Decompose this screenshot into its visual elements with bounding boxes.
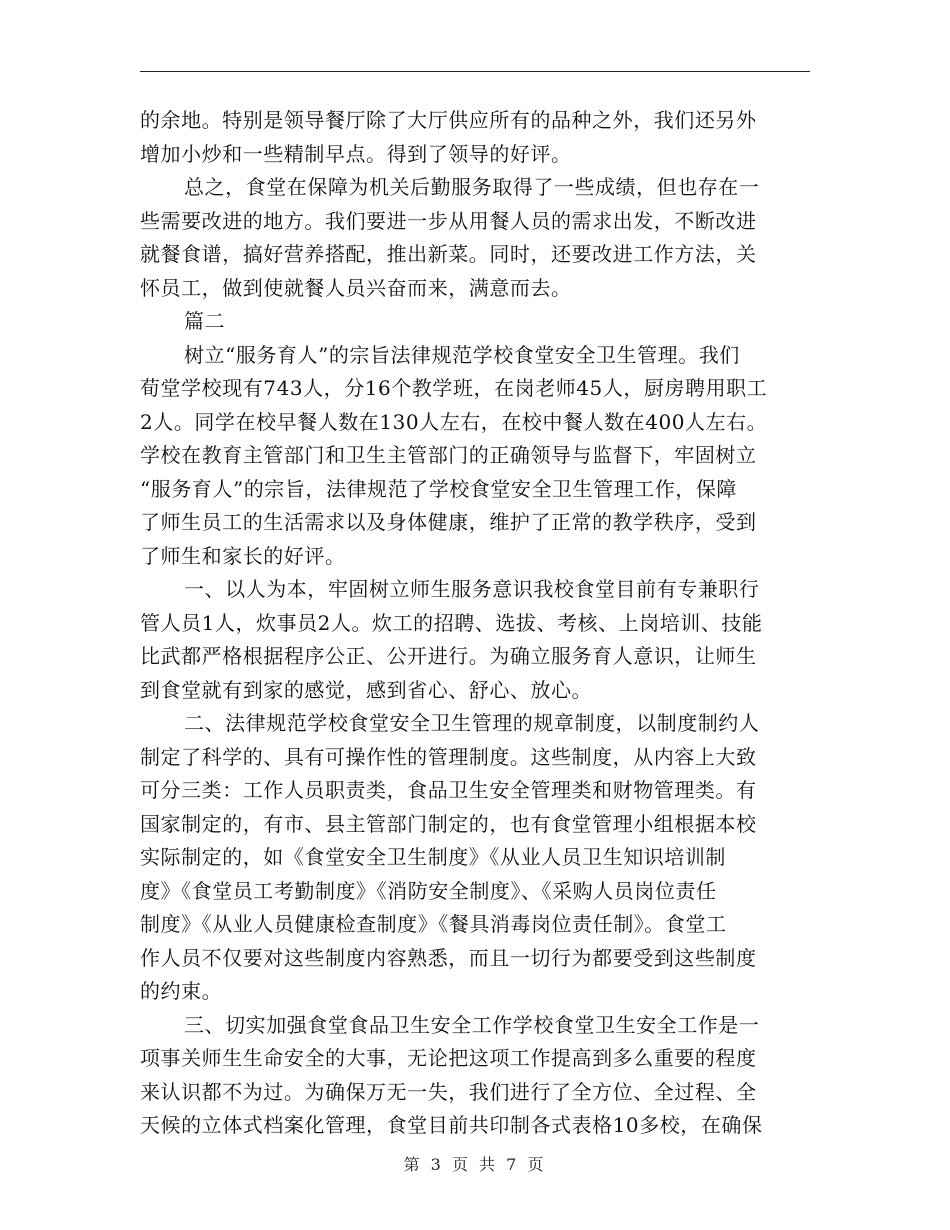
paragraph-first-line: 篇二 (184, 309, 226, 333)
text-line: 学校在教育主管部门和卫生主管部门的正确领导与监督下，牢固树立 (140, 443, 757, 467)
text-line: 管人员1人，炊事员2人。炊工的招聘、选拔、考核、上岗培训、技能 (140, 610, 763, 635)
header-rule (140, 71, 810, 72)
text-line: 度》《食堂员工考勤制度》《消防安全制度》、《采购人员岗位责任 (140, 878, 717, 903)
text-line: 怀员工，做到使就餐人员兴奋而来，满意而去。 (140, 275, 572, 300)
paragraph-first-line: 总之，食堂在保障为机关后勤服务取得了一些成绩，但也存在一 (184, 175, 760, 199)
text-line: 来认识都不为过。为确保万无一失，我们进行了全方位、全过程、全 (140, 1079, 757, 1104)
text-line: 作人员不仅要对这些制度内容熟悉，而且一切行为都要受到这些制度 (140, 945, 757, 970)
text-line: “服务育人”的宗旨，法律规范了学校食堂安全卫生管理工作，保障 (140, 476, 737, 501)
text-line: 国家制定的，有市、县主管部门制定的，也有食堂管理小组根据本校 (140, 811, 757, 836)
text-line: 了师生员工的生活需求以及身体健康，维护了正常的教学秩序，受到 (140, 510, 757, 534)
text-line: 了师生和家长的好评。 (140, 543, 346, 568)
paragraph-first-line: 一、以人为本，牢固树立师生服务意识我校食堂目前有专兼职行 (184, 577, 760, 601)
text-line: 天候的立体式档案化管理，食堂目前共印制各式表格10多校，在确保 (140, 1113, 763, 1137)
text-line: 实际制定的，如《食堂安全卫生制度》《从业人员卫生知识培训制 (140, 845, 726, 869)
paragraph-first-line: 三、切实加强食堂食品卫生安全工作学校食堂卫生安全工作是一 (184, 1012, 760, 1037)
text-line: 比武都严格根据程序公正、公开进行。为确立服务育人意识，让师生 (140, 644, 757, 668)
page-number: 第 3 页 共 7 页 (403, 1155, 547, 1174)
text-line: 项事关师生生命安全的大事，无论把这项工作提高到多么重要的程度 (140, 1046, 757, 1070)
text-line: 制度》《从业人员健康检查制度》《餐具消毒岗位责任制》。食堂工 (140, 912, 727, 936)
text-line: 的约束。 (140, 979, 223, 1003)
text-line: 可分三类：工作人员职责类，食品卫生安全管理类和财物管理类。有 (140, 778, 757, 802)
text-line: 荀堂学校现有743人，分16个教学班，在岗老师45人，厨房聘用职工 (140, 376, 768, 400)
paragraph-first-line: 二、法律规范学校食堂安全卫生管理的规章制度，以制度制约人 (184, 711, 760, 735)
text-line: 2人。同学在校早餐人数在130人左右，在校中餐人数在400人左右。 (140, 409, 768, 434)
text-line: 制定了科学的、具有可操作性的管理制度。这些制度，从内容上大致 (140, 744, 757, 769)
paragraph-first-line: 树立“服务育人”的宗旨法律规范学校食堂安全卫生管理。我们 (184, 342, 740, 367)
text-line: 的余地。特别是领导餐厅除了大厅供应所有的品种之外，我们还另外 (140, 108, 757, 132)
text-line: 就餐食谱，搞好营养搭配，推出新菜。同时，还要改进工作方法，关 (140, 242, 757, 266)
text-line: 增加小炒和一些精制早点。得到了领导的好评。 (140, 141, 572, 166)
document-body (140, 104, 812, 1143)
text-line: 些需要改进的地方。我们要进一步从用餐人员的需求出发，不断改进 (140, 208, 757, 233)
text-line: 到食堂就有到家的感觉，感到省心、舒心、放心。 (140, 677, 593, 702)
